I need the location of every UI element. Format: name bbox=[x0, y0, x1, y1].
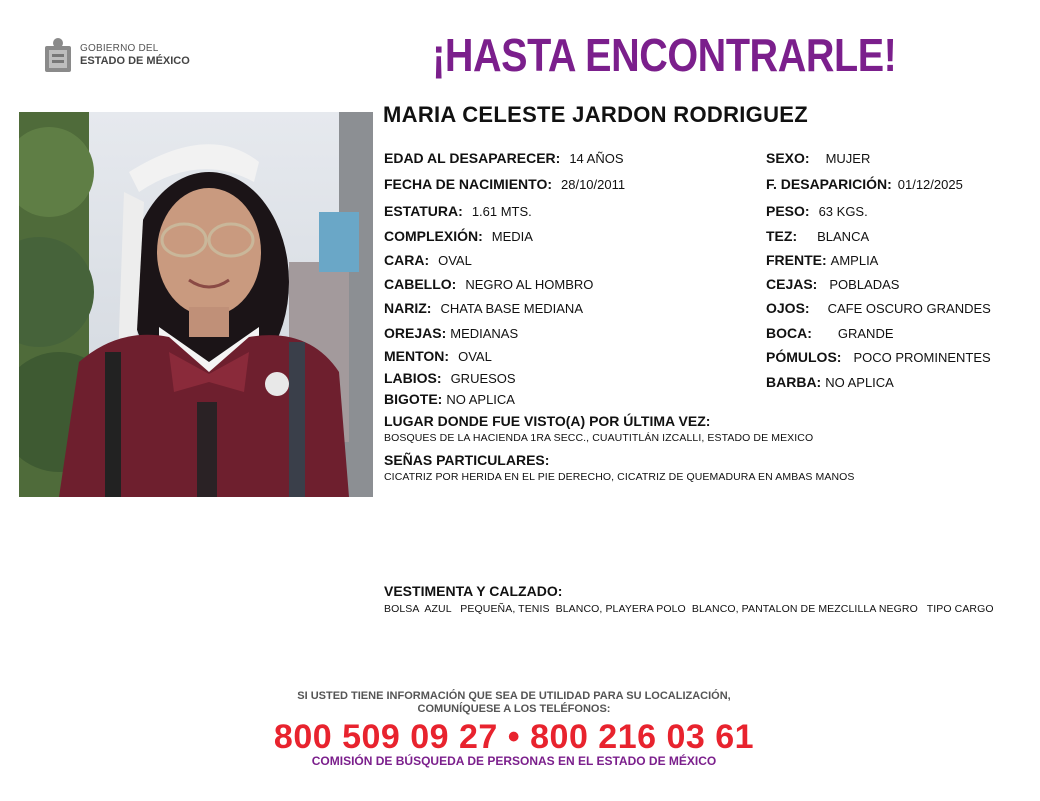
field-complexion: COMPLEXIÓN: MEDIA bbox=[384, 228, 533, 244]
headline: ¡HASTA ENCONTRARLE! bbox=[432, 29, 897, 81]
last-seen-label: LUGAR DONDE FUE VISTO(A) POR ÚLTIMA VEZ: bbox=[384, 413, 711, 429]
field-nariz: NARIZ: CHATA BASE MEDIANA bbox=[384, 300, 583, 316]
field-frente: FRENTE: AMPLIA bbox=[766, 252, 879, 268]
last-seen-value: BOSQUES DE LA HACIENDA 1RA SECC., CUAUTITLÁN IZCALLI, ESTADO DE MEXICO bbox=[384, 432, 814, 444]
field-barba: BARBA: NO APLICA bbox=[766, 374, 894, 390]
field-fecha-nacimiento: FECHA DE NACIMIENTO: 28/10/2011 bbox=[384, 176, 626, 192]
field-peso: PESO: 63 KGS. bbox=[766, 203, 868, 219]
clothing-value: BOLSA AZUL PEQUEÑA, TENIS BLANCO, PLAYERA POLO BLANCO, PANTALON DE MEZCLILLA NEGRO TIPO CARGO bbox=[384, 603, 994, 615]
field-tez: TEZ: BLANCA bbox=[766, 228, 870, 244]
logo-line2: ESTADO DE MÉXICO bbox=[80, 55, 190, 67]
field-ojos: OJOS: CAFE OSCURO GRANDES bbox=[766, 300, 991, 316]
field-cara: CARA: OVAL bbox=[384, 252, 472, 268]
marks-value: CICATRIZ POR HERIDA EN EL PIE DERECHO, CICATRIZ DE QUEMADURA EN AMBAS MANOS bbox=[384, 471, 855, 483]
info-line1: SI USTED TIENE INFORMACIÓN QUE SEA DE UTILIDAD PARA SU LOCALIZACIÓN, bbox=[297, 690, 731, 702]
field-sexo: SEXO: MUJER bbox=[766, 150, 871, 166]
field-estatura: ESTATURA: 1.61 MTS. bbox=[384, 203, 532, 219]
clothing-label: VESTIMENTA Y CALZADO: bbox=[384, 583, 563, 599]
field-cabello: CABELLO: NEGRO AL HOMBRO bbox=[384, 276, 594, 292]
government-logo bbox=[42, 36, 190, 74]
field-bigote: BIGOTE: NO APLICA bbox=[384, 391, 515, 407]
commission-name: COMISIÓN DE BÚSQUEDA DE PERSONAS EN EL ESTADO DE MÉXICO bbox=[311, 754, 717, 768]
person-name: MARIA CELESTE JARDON RODRIGUEZ bbox=[383, 102, 808, 127]
field-labios: LABIOS: GRUESOS bbox=[384, 370, 516, 386]
field-boca: BOCA: GRANDE bbox=[766, 325, 894, 341]
state-seal-icon bbox=[42, 36, 74, 74]
field-menton: MENTON: OVAL bbox=[384, 348, 492, 364]
person-photo bbox=[19, 112, 373, 497]
phone-numbers: 800 509 09 27 • 800 216 03 61 bbox=[273, 718, 755, 756]
logo-line1: GOBIERNO DEL bbox=[80, 43, 159, 54]
field-edad: EDAD AL DESAPARECER: 14 AÑOS bbox=[384, 150, 624, 166]
field-orejas: OREJAS: MEDIANAS bbox=[384, 325, 519, 341]
field-f-desaparicion: F. DESAPARICIÓN: 01/12/2025 bbox=[766, 176, 963, 192]
field-pomulos: PÓMULOS: POCO PROMINENTES bbox=[766, 349, 991, 365]
field-cejas: CEJAS: POBLADAS bbox=[766, 276, 900, 292]
marks-label: SEÑAS PARTICULARES: bbox=[384, 452, 550, 468]
info-line2: COMUNÍQUESE A LOS TELÉFONOS: bbox=[417, 703, 611, 715]
